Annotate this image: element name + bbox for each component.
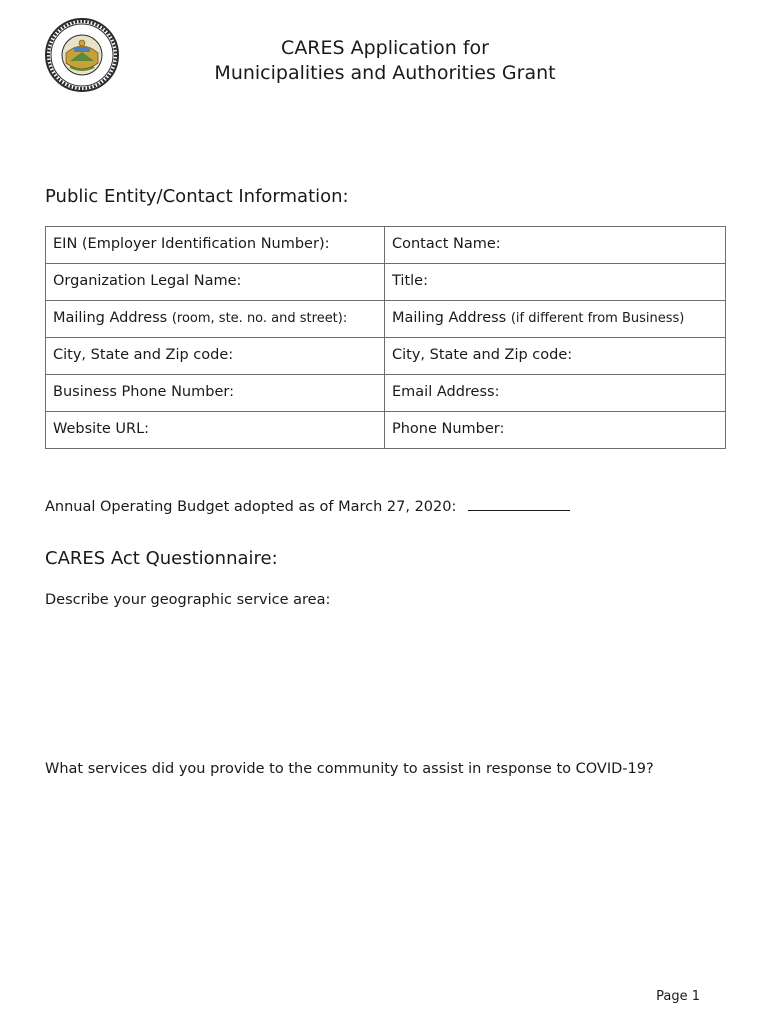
field-label: EIN (Employer Identification Number): [53,236,330,252]
field-note: (room, ste. no. and street): [171,311,348,326]
title-line-1: CARES Application for [281,37,489,59]
seal-graphic [44,17,120,93]
question-geographic-area: Describe your geographic service area: [45,592,331,608]
table-row [46,301,726,338]
email-address-field[interactable] [385,375,726,412]
budget-label: Annual Operating Budget adopted as of March 27, 2020: [45,499,457,515]
budget-input[interactable] [468,496,570,511]
contact-section-heading: Public Entity/Contact Information: [45,186,349,207]
county-seal-logo [44,17,120,93]
annual-budget-line [45,496,570,515]
field-label: Organization Legal Name: [53,273,242,289]
questionnaire-heading: CARES Act Questionnaire: [45,548,278,569]
contact-name-field[interactable] [385,227,726,264]
table-row [46,227,726,264]
field-label: City, State and Zip code: [53,347,234,363]
field-label: Mailing Address [392,310,507,326]
field-label: Mailing Address [53,310,168,326]
table-row [46,338,726,375]
field-label: Phone Number: [392,421,505,437]
page-number: Page 1 [656,989,700,1004]
field-label: Business Phone Number: [53,384,234,400]
table-row [46,375,726,412]
ein-field[interactable] [46,227,385,264]
phone-number-field[interactable] [385,412,726,449]
table-row [46,412,726,449]
field-label: Title: [392,273,428,289]
question-covid-services: What services did you provide to the community to assist in response to COVID-19? [45,761,654,777]
field-label: Email Address: [392,384,500,400]
title-field[interactable] [385,264,726,301]
contact-mailing-address-field[interactable] [385,301,726,338]
title-line-2: Municipalities and Authorities Grant [214,62,556,84]
field-label: City, State and Zip code: [392,347,573,363]
field-label: Website URL: [53,421,150,437]
field-label: Contact Name: [392,236,501,252]
document-title [150,36,620,86]
table-row [46,264,726,301]
mailing-address-field[interactable] [46,301,385,338]
website-url-field[interactable] [46,412,385,449]
contact-city-state-zip-field[interactable] [385,338,726,375]
organization-legal-name-field[interactable] [46,264,385,301]
field-note: (if different from Business) [510,311,685,326]
business-phone-field[interactable] [46,375,385,412]
contact-info-table [45,226,726,449]
city-state-zip-field[interactable] [46,338,385,375]
